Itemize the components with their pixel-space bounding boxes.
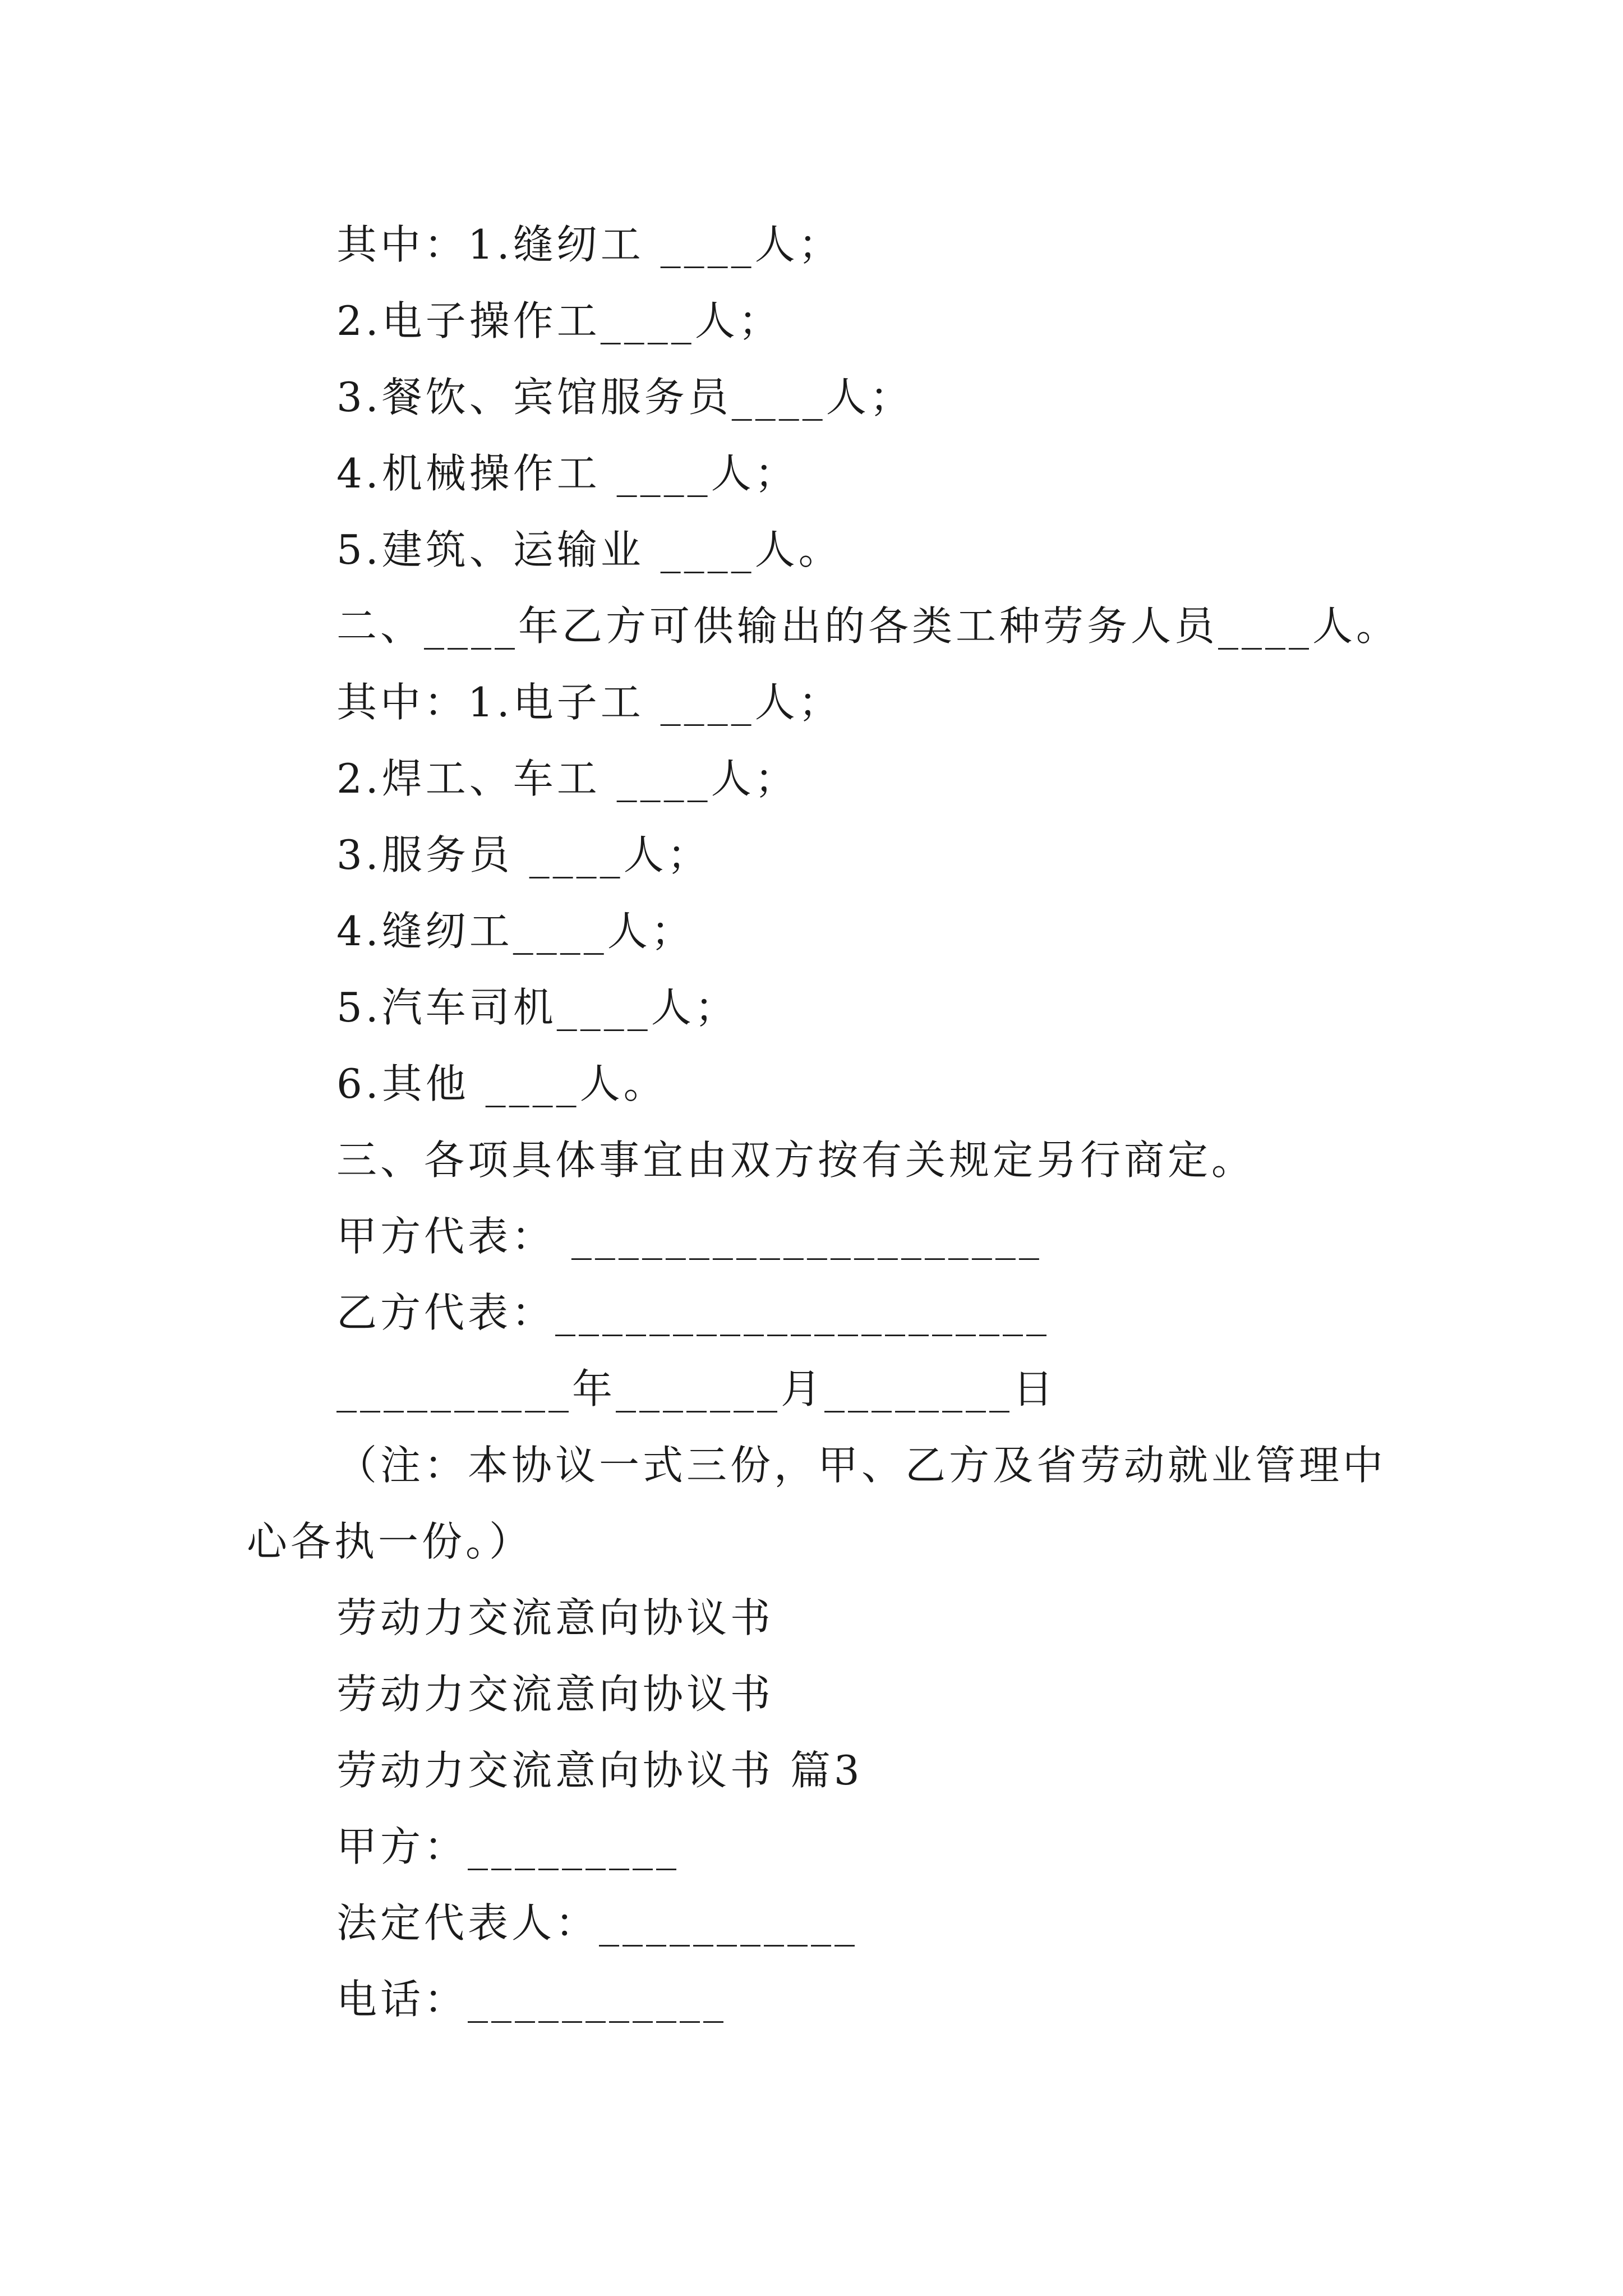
text-line: 二、____年乙方可供输出的各类工种劳务人员____人。 — [336, 602, 1400, 650]
signature-line-party-a: 甲方代表： ____________________ — [336, 1213, 1043, 1260]
text-line: 6.其他 ____人。 — [336, 1060, 667, 1107]
signature-line-party-b: 乙方代表：_____________________ — [336, 1289, 1050, 1336]
text-line: 2.电子操作工____人； — [336, 297, 782, 344]
section-title: 劳动力交流意向协议书 篇3 — [336, 1747, 863, 1794]
text-line: 其中：1.缝纫工 ____人； — [336, 221, 842, 268]
phone-field: 电话：___________ — [336, 1976, 727, 2023]
note-line: （注：本协议一式三份，甲、乙方及省劳动就业管理中 — [336, 1442, 1387, 1489]
text-line: 其中：1.电子工 ____人； — [336, 679, 842, 726]
text-line: 2.焊工、车工 ____人； — [336, 755, 799, 802]
section-title: 劳动力交流意向协议书 — [336, 1671, 774, 1718]
party-a-field: 甲方：_________ — [336, 1823, 680, 1870]
text-line: 5.建筑、运输业 ____人。 — [336, 526, 842, 573]
text-line: 3.服务员 ____人； — [336, 831, 711, 878]
text-line: 4.机械操作工 ____人； — [336, 450, 799, 497]
text-line: 三、各项具体事宜由双方按有关规定另行商定。 — [336, 1137, 1256, 1184]
text-line: 4.缝纫工____人； — [336, 908, 695, 955]
section-title: 劳动力交流意向协议书 — [336, 1594, 774, 1641]
text-line: 3.餐饮、宾馆服务员____人； — [336, 374, 914, 421]
note-line-continued: 心各执一份。） — [247, 1518, 533, 1565]
text-line: 5.汽车司机____人； — [336, 984, 739, 1031]
legal-representative-field: 法定代表人：___________ — [336, 1899, 859, 1947]
date-line: __________年_______月________日 — [336, 1365, 1057, 1412]
